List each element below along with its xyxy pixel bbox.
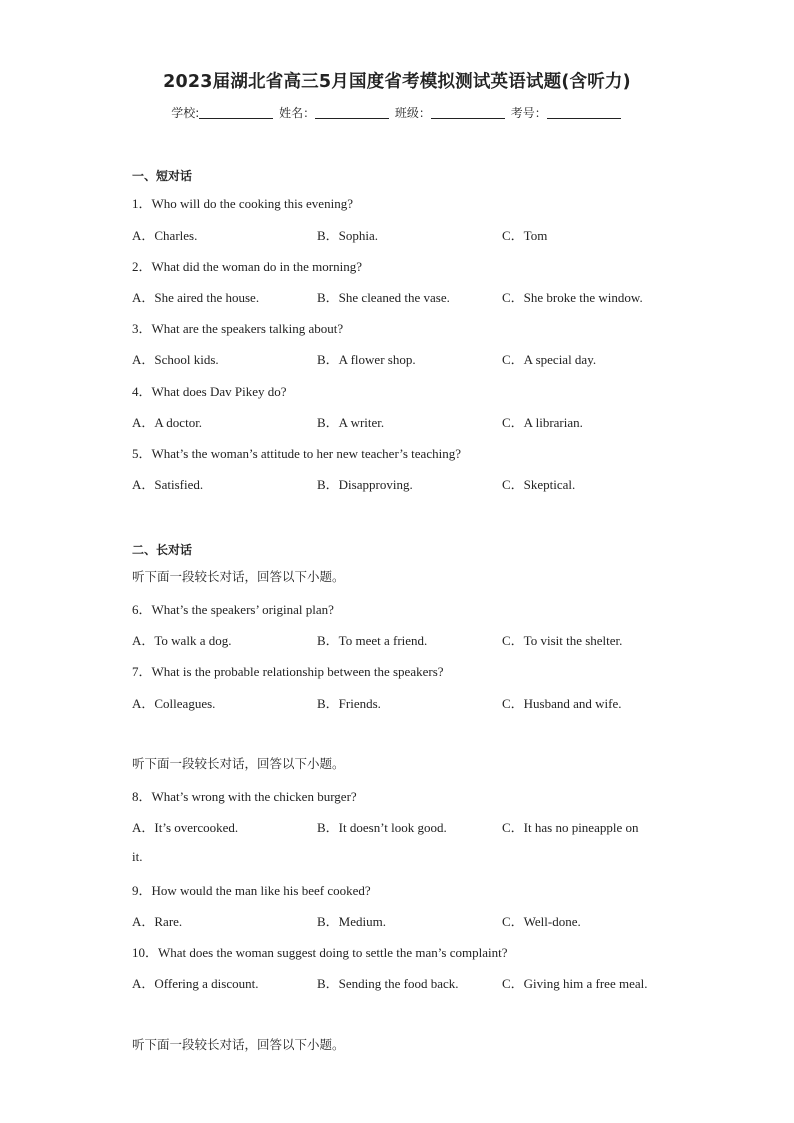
option-c: C．A special day. <box>502 352 597 367</box>
option-a: A．School kids. <box>132 352 219 367</box>
name-blank[interactable] <box>315 106 389 119</box>
option-c: C．Skeptical. <box>502 477 576 492</box>
listening-instruction: 听下面一段较长对话，回答以下小题。 <box>132 1037 345 1052</box>
option-b: B．To meet a friend. <box>317 633 428 648</box>
question-stem: 3．What are the speakers talking about? <box>132 321 344 336</box>
question-stem: 6．What’s the speakers’ original plan? <box>132 602 334 617</box>
option-a: A．Rare. <box>132 914 183 929</box>
question-stem: 7．What is the probable relationship between the speakers? <box>132 664 444 679</box>
option-c: C．Well-done. <box>502 914 581 929</box>
option-b: B．Sophia. <box>317 228 379 243</box>
option-b: B．Friends. <box>317 696 381 711</box>
section-heading-long-dialogues: 二、长对话 <box>132 543 193 557</box>
option-a: A．A doctor. <box>132 415 203 430</box>
question-stem: 8．What’s wrong with the chicken burger? <box>132 789 357 804</box>
option-c: C．It has no pineapple on <box>502 820 639 835</box>
option-a: A．To walk a dog. <box>132 633 232 648</box>
option-b: B．A flower shop. <box>317 352 416 367</box>
option-a: A．It’s overcooked. <box>132 820 239 835</box>
option-c: C．Husband and wife. <box>502 696 622 711</box>
option-a: A．Satisfied. <box>132 477 204 492</box>
option-b: B．A writer. <box>317 415 385 430</box>
option-c: C．Giving him a free meal. <box>502 976 648 991</box>
option-c: C．To visit the shelter. <box>502 633 623 648</box>
question-stem: 4．What does Dav Pikey do? <box>132 384 287 399</box>
class-blank[interactable] <box>431 106 505 119</box>
option-b: B．It doesn’t look good. <box>317 820 447 835</box>
student-info-row <box>0 104 794 121</box>
question-stem: 1．Who will do the cooking this evening? <box>132 196 353 211</box>
option-b: B．Disapproving. <box>317 477 413 492</box>
question-stem: 10．What does the woman suggest doing to settle the man’s complaint? <box>132 945 508 960</box>
option-a: A．Offering a discount. <box>132 976 259 991</box>
exam-number-blank[interactable] <box>547 106 621 119</box>
option-a: A．Charles. <box>132 228 198 243</box>
option-b: B．Sending the food back. <box>317 976 459 991</box>
option-b: B．She cleaned the vase. <box>317 290 450 305</box>
option-c: C．Tom <box>502 228 548 243</box>
section-heading-short-dialogues: 一、短对话 <box>132 169 193 183</box>
option-b: B．Medium. <box>317 914 386 929</box>
option-c: C．A librarian. <box>502 415 583 430</box>
option-a: A．She aired the house. <box>132 290 260 305</box>
exam-number-label: 考号： <box>510 106 547 120</box>
school-label: 学校: <box>171 106 200 120</box>
exam-title: 2023届湖北省高三5月国度省考模拟测试英语试题(含听力) <box>163 72 631 92</box>
option-c: C．She broke the window. <box>502 290 643 305</box>
listening-instruction: 听下面一段较长对话，回答以下小题。 <box>132 756 345 771</box>
school-blank[interactable] <box>199 106 273 119</box>
option-a: A．Colleagues. <box>132 696 216 711</box>
class-label: 班级： <box>394 106 431 120</box>
question-stem: 2．What did the woman do in the morning? <box>132 259 362 274</box>
question-stem: 5．What’s the woman’s attitude to her new teacher’s teaching? <box>132 446 461 461</box>
name-label: 姓名： <box>279 106 316 120</box>
option-c-wrap: it. <box>132 849 143 864</box>
question-stem: 9．How would the man like his beef cooked? <box>132 883 371 898</box>
listening-instruction: 听下面一段较长对话，回答以下小题。 <box>132 569 345 584</box>
